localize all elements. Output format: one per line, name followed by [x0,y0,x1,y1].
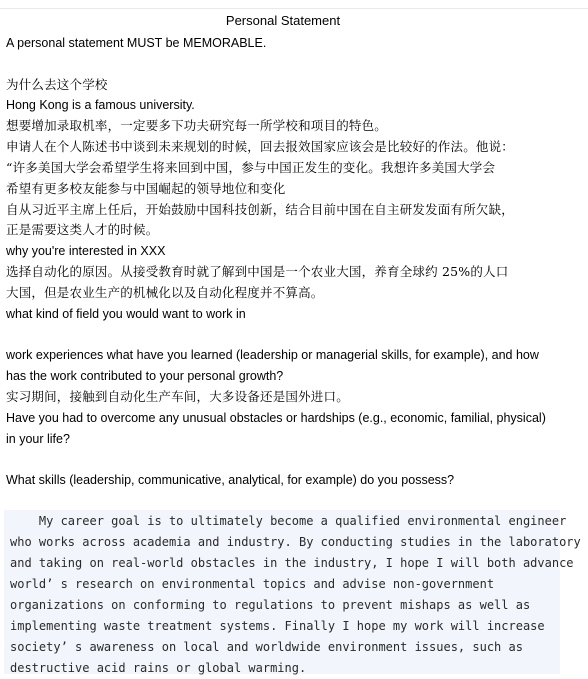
text-line: 自从习近平主席上任后，开始鼓励中国科技创新，结合目前中国在自主研发发面有所欠缺， [6,202,515,217]
quote-line: world’ s research on environmental topics and advise non-government [10,577,495,591]
text-line: 正是需要这类人才的时候。 [6,222,159,237]
text-line: 想要增加录取机率，一定要多下功夫研究每一所学校和项目的特色。 [6,118,388,133]
prompt-work-experience-cont: has the work contributed to your personal growth? [6,369,284,383]
quote-line: who works across academia and industry. By conducting studies in the laboratory [10,535,581,549]
text-line: 希望有更多校友能参与中国崛起的领导地位和变化 [6,181,286,196]
quote-line: implementing waste treatment systems. Finally I hope my work will increase [10,619,545,633]
memorable-note: A personal statement MUST be MEMORABLE. [6,36,267,50]
quote-line: and taking on real-world obstacles in the industry, I hope I will both advance [10,556,574,570]
prompt-obstacles: Have you had to overcome any unusual obstacles or hardships (e.g., economic, familial, physical) [6,411,546,425]
text-line: Hong Kong is a famous university. [6,98,195,112]
quote-line: organizations on conforming to regulations to prevent mishaps as well as [10,598,531,612]
text-line: 实习期间，接触到自动化生产车间，大多设备还是国外进口。 [6,389,349,404]
quote-line: destructive acid rains or global warming. [10,661,307,675]
quote-line: society’ s awareness on local and worldwide environment issues, such as [10,640,523,654]
prompt-interest: why you're interested in XXX [6,244,166,258]
text-line: 选择自动化的原因。从接受教育时就了解到中国是一个农业大国，养育全球约 25%的人口 [6,264,509,279]
page-top-divider [0,8,588,9]
document-title: Personal Statement [225,13,341,28]
heading-why-school: 为什么去这个学校 [6,77,108,92]
text-line: “许多美国大学会希望学生将来回到中国，参与中国正发生的变化。我想许多美国大学会 [6,160,496,175]
text-line: 申请人在个人陈述书中谈到未来规划的时候，回去报效国家应该会是比较好的作法。他说： [6,139,515,154]
prompt-skills: What skills (leadership, communicative, analytical, for example) do you possess? [6,473,455,487]
prompt-work-experience: work experiences what have you learned (leadership or managerial skills, for example), and how [6,348,539,362]
prompt-field: what kind of field you would want to work in [6,307,246,321]
prompt-obstacles-cont: in your life? [6,432,70,446]
text-line: 大国，但是农业生产的机械化以及自动化程度并不算高。 [6,285,324,300]
quote-line: My career goal is to ultimately become a qualified environmental engineer [10,514,567,528]
career-goal-quote [4,510,581,675]
